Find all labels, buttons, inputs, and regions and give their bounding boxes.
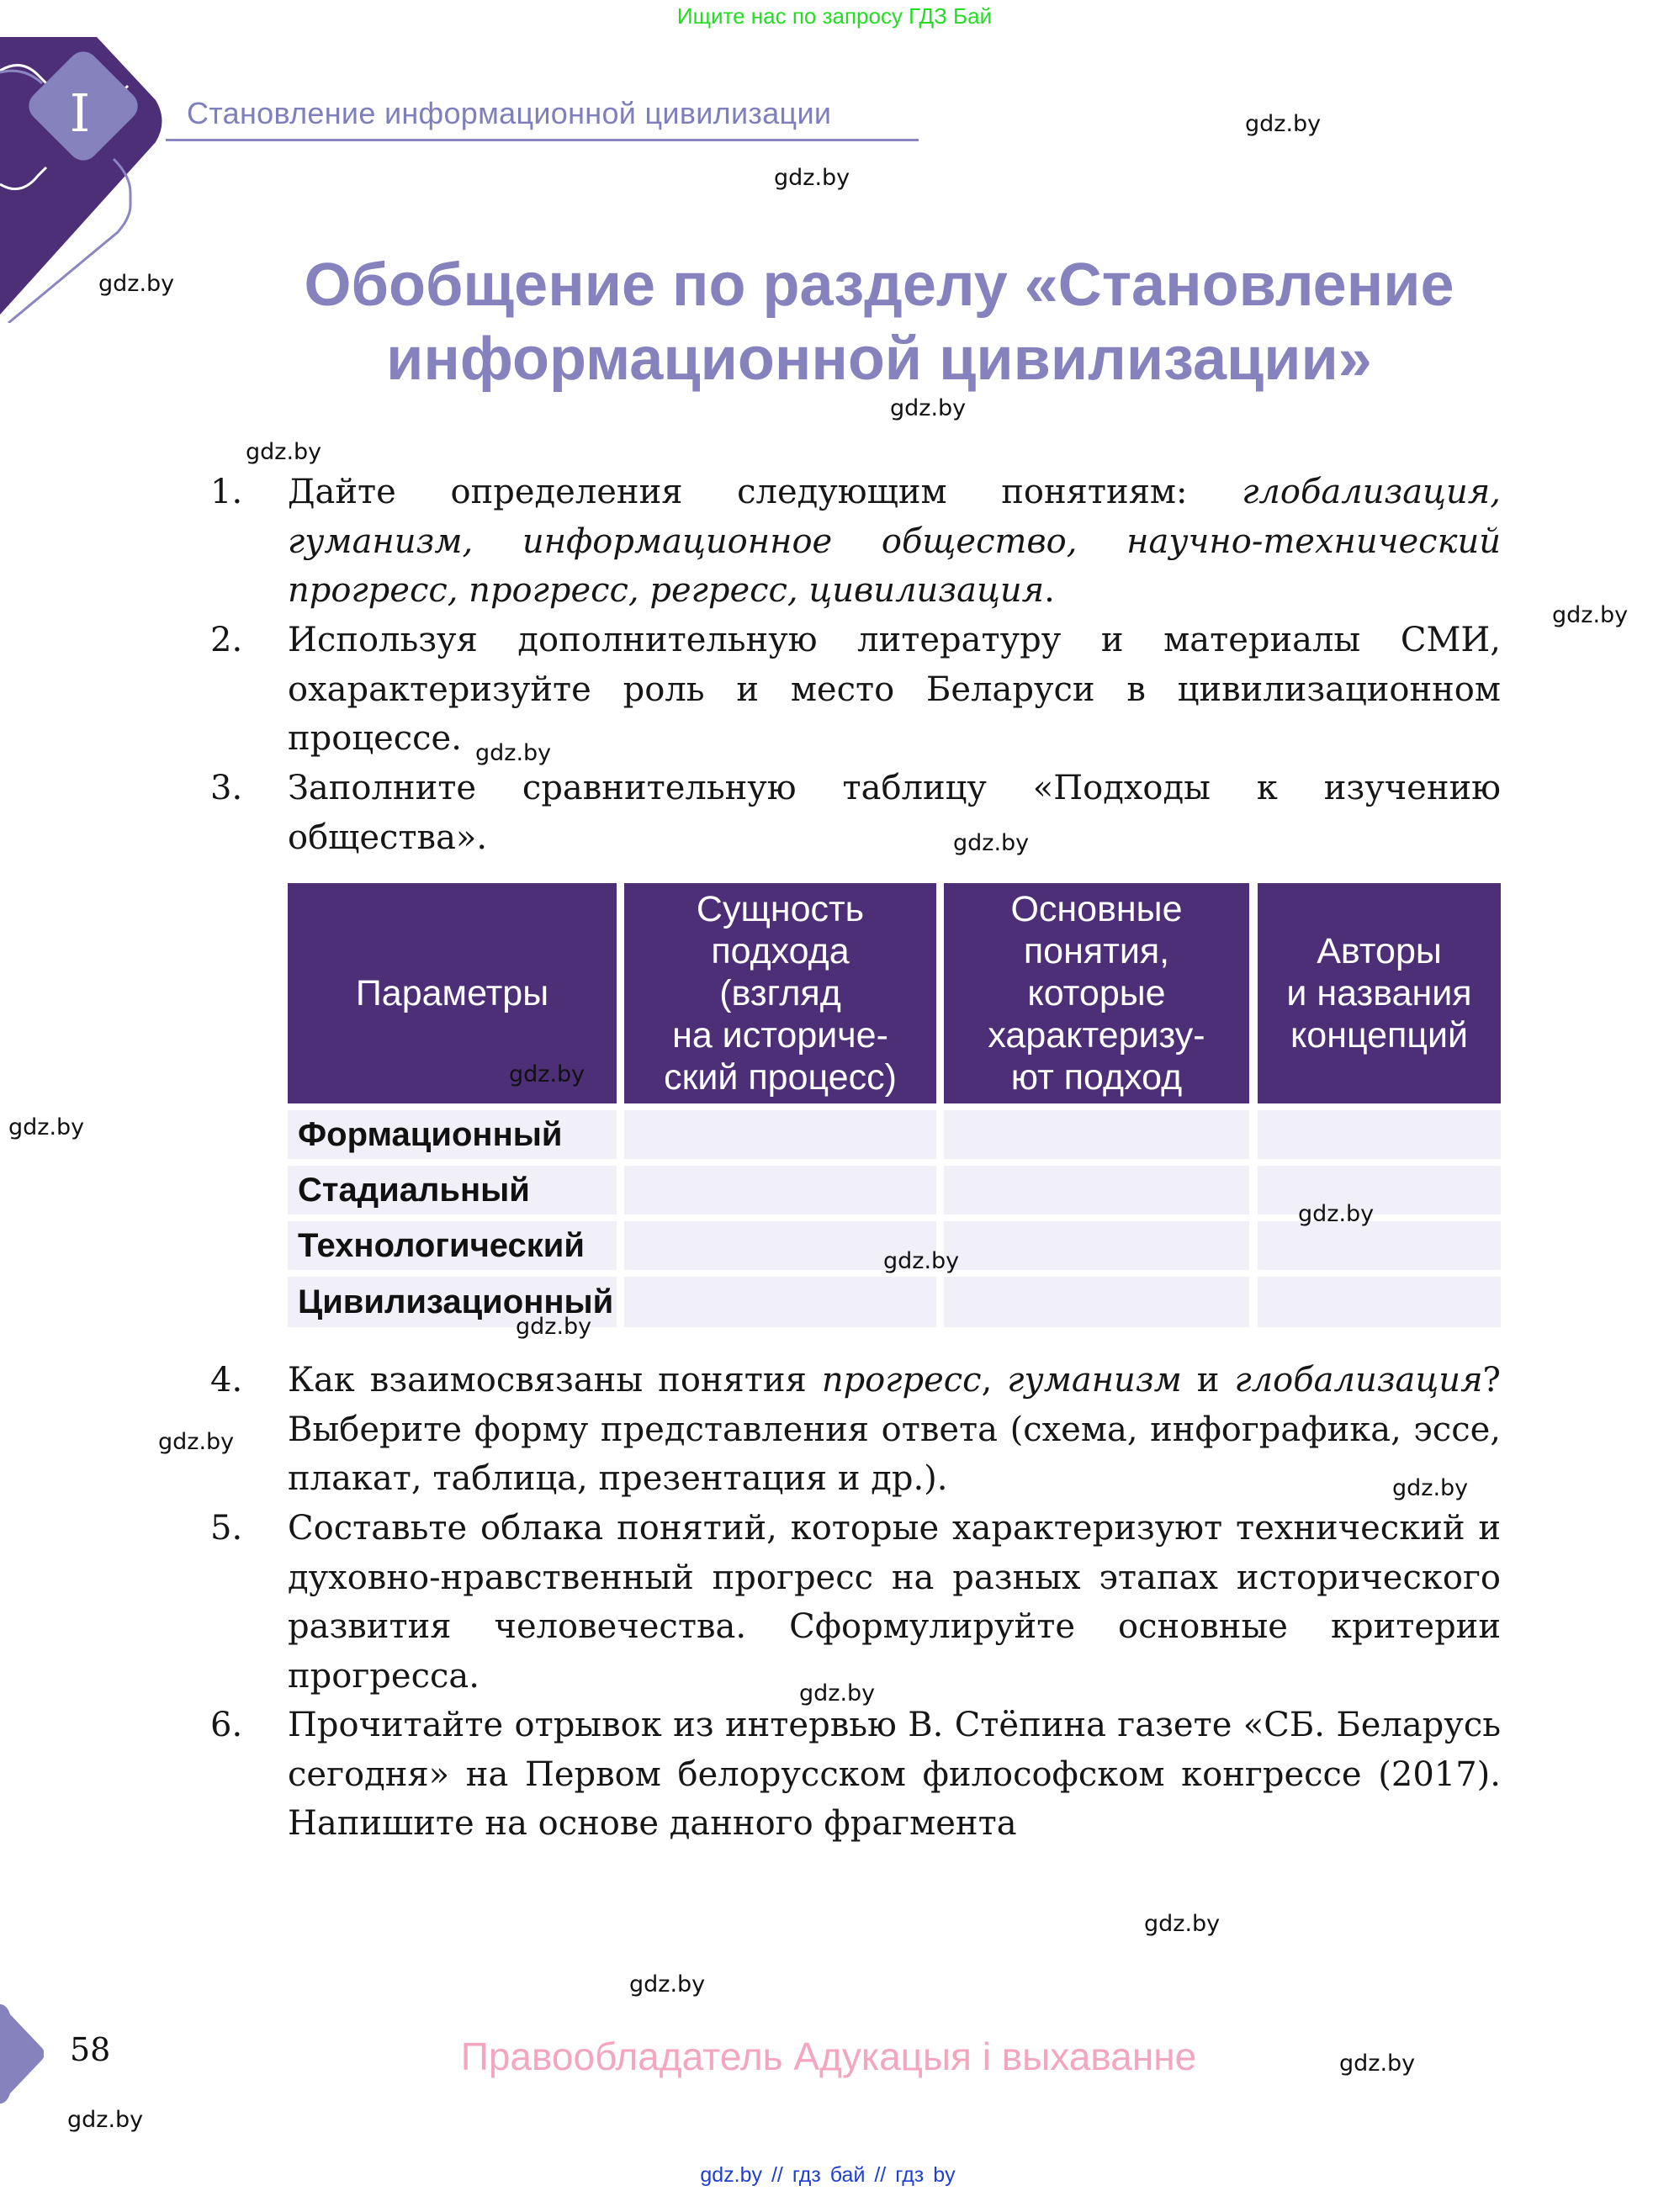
table-cell[interactable] <box>624 1166 936 1214</box>
task-text-run: Заполните сравнительную таблицу «Подходы к изучению общества». <box>288 769 1501 857</box>
task-text-run: и <box>1181 1361 1235 1400</box>
bottom-links[interactable]: gdz.by // гдз бай // гдз by <box>700 2163 956 2187</box>
watermark-text: gdz.by <box>509 1061 585 1087</box>
task-text <box>288 616 1501 764</box>
table-header-line: ский процесс) <box>664 1057 897 1098</box>
task-text-run: . <box>1044 571 1055 610</box>
table-header-line: понятия, <box>1023 931 1170 971</box>
table-row-label: Цивилизационный <box>288 1277 617 1327</box>
table-header-line: концепций <box>1290 1015 1468 1056</box>
copyright-notice: Правообладатель Адукацыя і выхаванне <box>460 2035 1197 2078</box>
table-header-line: на историче- <box>672 1015 888 1056</box>
task-5 <box>210 1504 1501 1701</box>
task-2 <box>210 616 1501 764</box>
watermark-text: gdz.by <box>98 271 175 297</box>
svg-text:I: I <box>69 82 91 144</box>
table-header-essence <box>624 883 936 1103</box>
task-text-run: Составьте облака понятий, которые характеризуют технический и духовно-нравственный прогресс на разных этапах исторического развития человечества. Сформулируйте основные критерии прогресса. <box>288 1509 1501 1696</box>
table-cell[interactable] <box>1258 1221 1501 1270</box>
task-text-run: ? Выберите форму представления ответа (схема, инфографика, эссе, плакат, таблица, презентация и др.). <box>288 1361 1501 1498</box>
table-header-line: подхода <box>711 931 850 971</box>
watermark-text: gdz.by <box>883 1248 960 1274</box>
task-text-run: Прочитайте отрывок из интервью В. Стёпина газете «СБ. Беларусь сегодня» на Первом белорусском философском конгрессе (2017). Напишите на основе данного фрагмента <box>288 1706 1501 1843</box>
watermark-text: gdz.by <box>475 740 552 766</box>
task-number: 4. <box>210 1361 243 1400</box>
watermark-text: gdz.by <box>1339 2051 1416 2077</box>
task-number: 2. <box>210 621 243 659</box>
watermark-text: gdz.by <box>67 2107 144 2133</box>
watermark-text: gdz.by <box>158 1429 235 1455</box>
task-number: 1. <box>210 473 243 511</box>
task-text <box>288 1356 1501 1504</box>
table-cell[interactable] <box>944 1221 1249 1270</box>
watermark-text: gdz.by <box>1392 1475 1469 1501</box>
table-cell[interactable] <box>944 1277 1249 1327</box>
table-row-label: Технологический <box>288 1221 617 1270</box>
table-header-line: (взгляд <box>719 973 841 1013</box>
watermark-text: gdz.by <box>629 1971 706 1998</box>
task-text-run: Используя дополнительную литературу и материалы СМИ, охарактеризуйте роль и место Беларуси в цивилизационном процессе. <box>288 621 1501 758</box>
watermark-text: gdz.by <box>246 439 322 465</box>
watermark-text: gdz.by <box>516 1314 592 1340</box>
term-italic: прогресс <box>821 1361 982 1400</box>
watermark-text: gdz.by <box>890 395 967 421</box>
table-cell[interactable] <box>624 1110 936 1159</box>
watermark-text: gdz.by <box>1245 111 1322 137</box>
table-row-label: Стадиальный <box>288 1166 617 1214</box>
watermark-text: gdz.by <box>8 1114 85 1140</box>
task-number: 3. <box>210 769 243 807</box>
task-text-run: Дайте определения следующим понятиям: <box>288 473 1242 511</box>
task-text-run: Как взаимосвязаны понятия <box>288 1361 822 1400</box>
page-number: 58 <box>70 2031 111 2068</box>
task-text <box>288 1701 1501 1849</box>
table-header-line: Параметры <box>355 973 549 1013</box>
task-1 <box>210 468 1501 616</box>
term-italic: гуманизм <box>1007 1361 1182 1400</box>
table-row-label: Формационный <box>288 1110 617 1159</box>
term-italic: глобализация <box>1234 1361 1483 1400</box>
table-header-line: которые <box>1027 973 1166 1013</box>
task-text-run: , <box>981 1361 1008 1400</box>
table-cell[interactable] <box>1258 1166 1501 1214</box>
page-title-line-2: информационной цивилизации» <box>386 325 1372 393</box>
task-text <box>288 1504 1501 1701</box>
table-header-line: Основные <box>1010 889 1183 929</box>
task-text <box>288 468 1501 616</box>
table-header-line: Сущность <box>696 889 865 929</box>
page-title-line-1: Обобщение по разделу «Становление <box>304 251 1454 319</box>
running-head-rule <box>166 139 919 141</box>
page-title <box>168 248 1590 396</box>
watermark-text: gdz.by <box>1298 1201 1375 1227</box>
table-cell[interactable] <box>944 1110 1249 1159</box>
task-number: 5. <box>210 1509 243 1548</box>
watermark-text: gdz.by <box>1144 1911 1221 1937</box>
watermark-text: gdz.by <box>799 1680 876 1707</box>
table-cell[interactable] <box>624 1277 936 1327</box>
top-banner: Ищите нас по запросу ГДЗ Бай <box>676 3 993 29</box>
task-4 <box>210 1356 1501 1504</box>
task-6 <box>210 1701 1501 1849</box>
table-header-line: характеризу- <box>988 1015 1205 1056</box>
table-header-line: ют подход <box>1010 1057 1183 1098</box>
table-cell[interactable] <box>1258 1110 1501 1159</box>
watermark-text: gdz.by <box>1552 602 1629 628</box>
table-cell[interactable] <box>944 1166 1249 1214</box>
watermark-text: gdz.by <box>953 830 1030 856</box>
term-italic: глобализация, гуманизм, информационное общество, научно-технический прогресс, прогресс, регресс, цивилизация <box>288 473 1501 610</box>
table-header-line: и названия <box>1286 973 1472 1013</box>
table-header-line: Авторы <box>1317 931 1442 971</box>
task-number: 6. <box>210 1706 243 1744</box>
table-header-concepts <box>944 883 1249 1103</box>
task-text <box>288 764 1501 862</box>
table-cell[interactable] <box>1258 1277 1501 1327</box>
watermark-text: gdz.by <box>774 165 850 191</box>
running-head: Становление информационной цивилизации <box>187 96 832 130</box>
task-3 <box>210 764 1501 862</box>
table-header-authors <box>1258 883 1501 1103</box>
